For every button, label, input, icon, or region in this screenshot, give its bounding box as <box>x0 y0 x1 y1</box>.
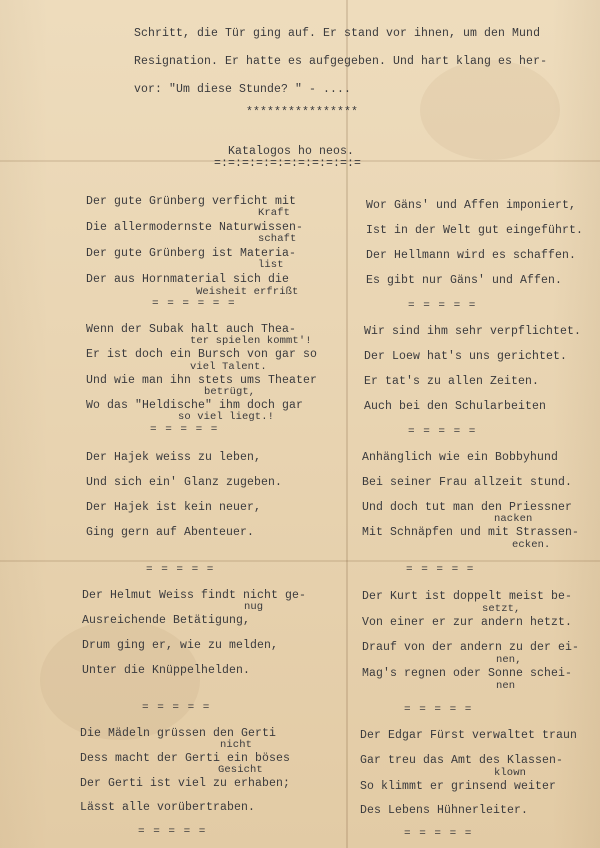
verse-line: Er ist doch ein Bursch von gar so <box>86 348 318 361</box>
verse-line: Der Hajek weiss zu leben, <box>86 451 262 464</box>
stanza-divider: = = = = = <box>142 702 211 714</box>
verse-line: Drauf von der andern zu der ei- <box>362 641 580 654</box>
verse-line: Mit Schnäpfen und mit Strassen- <box>362 526 580 539</box>
paper-fold-horizontal <box>0 560 600 562</box>
verse-line: Es gibt nur Gäns' und Affen. <box>366 274 563 287</box>
verse-line: Des Lebens Hühnerleiter. <box>360 804 529 817</box>
verse-line-continuation: so viel liegt.! <box>178 411 275 423</box>
verse-line: Anhänglich wie ein Bobbyhund <box>362 451 559 464</box>
stanza-divider: = = = = = <box>404 704 473 716</box>
stanza-divider: = = = = = <box>408 300 477 312</box>
verse-line-continuation: setzt, <box>482 603 521 615</box>
verse-line: Wor Gäns' und Affen imponiert, <box>366 199 577 212</box>
verse-line: Ging gern auf Abenteuer. <box>86 526 255 539</box>
verse-line-continuation: nen, <box>496 654 522 666</box>
intro-line: vor: "Um diese Stunde? " - .... <box>134 83 352 96</box>
verse-line: Der Kurt ist doppelt meist be- <box>362 590 573 603</box>
paper-stain <box>40 620 200 740</box>
asterisk-rule: **************** <box>246 106 359 119</box>
verse-line: Die Mädeln grüssen den Gerti <box>80 727 277 740</box>
verse-line: Der Hellmann wird es schaffen. <box>366 249 577 262</box>
verse-line: Der Hajek ist kein neuer, <box>86 501 262 514</box>
verse-line: So klimmt er grinsend weiter <box>360 780 557 793</box>
verse-line-continuation: Weisheit erfrißt <box>196 286 299 298</box>
paper-stain <box>420 60 560 160</box>
verse-line: Der gute Grünberg ist Materia- <box>86 247 297 260</box>
verse-line: Die allermodernste Naturwissen- <box>86 221 304 234</box>
verse-line: Bei seiner Frau allzeit stund. <box>362 476 573 489</box>
stanza-divider: = = = = = <box>404 828 473 840</box>
verse-line-continuation: viel Talent. <box>190 361 267 373</box>
paper-fold-vertical <box>346 0 348 848</box>
verse-line: Mag's regnen oder Sonne schei- <box>362 667 573 680</box>
verse-line-continuation: schaft <box>258 233 297 245</box>
title-underline: =:=:=:=:=:=:=:=:=:=:= <box>214 157 362 170</box>
verse-line-continuation: nacken <box>494 513 533 525</box>
verse-line: Wenn der Subak halt auch Thea- <box>86 323 297 336</box>
intro-line: Resignation. Er hatte es aufgegeben. Und hart klang es her- <box>134 55 548 68</box>
verse-line-continuation: ecken. <box>512 539 551 551</box>
verse-line: Der aus Hornmaterial sich die <box>86 273 290 286</box>
verse-line: Ist in der Welt gut eingeführt. <box>366 224 584 237</box>
verse-line: Er tat's zu allen Zeiten. <box>364 375 540 388</box>
verse-line: Und wie man ihn stets ums Theater <box>86 374 318 387</box>
stanza-divider: = = = = = = <box>152 298 236 310</box>
page-title: Katalogos ho neos. <box>228 145 355 158</box>
stanza-divider: = = = = = <box>138 826 207 838</box>
verse-line: Drum ging er, wie zu melden, <box>82 639 279 652</box>
verse-line-continuation: ter spielen kommt'! <box>190 335 312 347</box>
verse-line: Der Gerti ist viel zu erhaben; <box>80 777 291 790</box>
verse-line: Und sich ein' Glanz zugeben. <box>86 476 283 489</box>
verse-line: Wir sind ihm sehr verpflichtet. <box>364 325 582 338</box>
verse-line: Dess macht der Gerti ein böses <box>80 752 291 765</box>
stanza-divider: = = = = = <box>150 424 219 436</box>
verse-line-continuation: nen <box>496 680 516 692</box>
stanza-divider: = = = = = <box>146 564 215 576</box>
verse-line: Der Loew hat's uns gerichtet. <box>364 350 568 363</box>
verse-line-continuation: nug <box>244 601 264 613</box>
stanza-divider: = = = = = <box>406 564 475 576</box>
verse-line-continuation: Kraft <box>258 207 291 219</box>
verse-line-continuation: betrügt, <box>204 386 256 398</box>
verse-line: Der gute Grünberg verficht mit <box>86 195 297 208</box>
verse-line: Und doch tut man den Priessner <box>362 501 573 514</box>
verse-line: Ausreichende Betätigung, <box>82 614 251 627</box>
verse-line: Wo das "Heldische" ihm doch gar <box>86 399 304 412</box>
verse-line: Gar treu das Amt des Klassen- <box>360 754 564 767</box>
verse-line: Auch bei den Schularbeiten <box>364 400 547 413</box>
verse-line: Von einer er zur andern hetzt. <box>362 616 573 629</box>
stanza-divider: = = = = = <box>408 426 477 438</box>
verse-line-continuation: list <box>258 259 284 271</box>
verse-line-continuation: nicht <box>220 739 253 751</box>
verse-line-continuation: Gesicht <box>218 764 263 776</box>
verse-line: Der Edgar Fürst verwaltet traun <box>360 729 578 742</box>
verse-line: Der Helmut Weiss findt nicht ge- <box>82 589 307 602</box>
verse-line: Unter die Knüppelhelden. <box>82 664 251 677</box>
verse-line-continuation: klown <box>494 767 527 779</box>
intro-line: Schritt, die Tür ging auf. Er stand vor ihnen, um den Mund <box>134 27 541 40</box>
verse-line: Lässt alle vorübertraben. <box>80 801 256 814</box>
